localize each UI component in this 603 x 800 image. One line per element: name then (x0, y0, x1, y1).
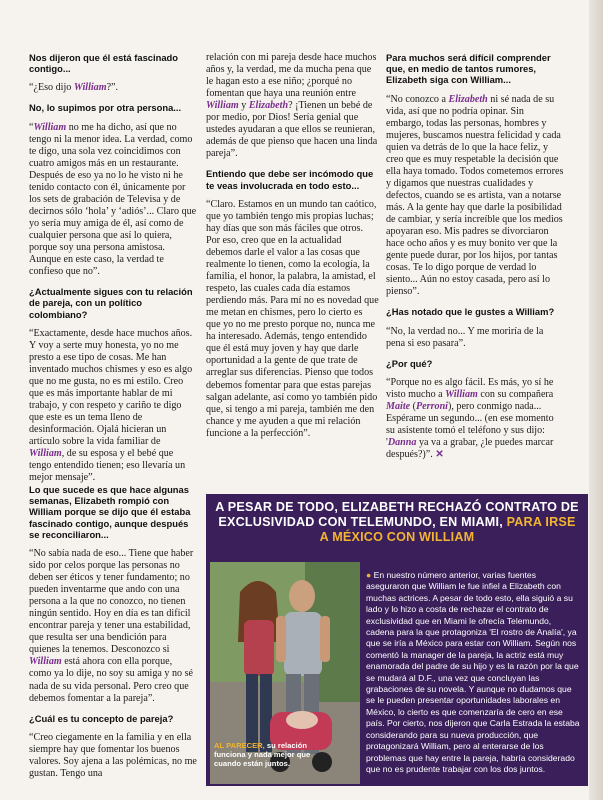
name-william: William (29, 448, 62, 460)
question-3: ¿Actualmente sigues con tu relación de pareja, con un político colombiano? (29, 286, 193, 320)
answer-4-text: “No sabía nada de eso... Tiene que haber sido por celos porque las personas no deben ser éticos y tener fundamento; no pueden inventarme que ando con una persona a la que no conozco, no tienen ningún sentido. Hoy en día es tan difícil encontrar pareja y tener una estabilidad, que resulta ser una bendición para quienes la tenemos. Desconozco si (29, 548, 194, 656)
question-1: Nos dijeron que él está fascinado contigo... (29, 52, 178, 75)
answer-6: “Claro. Estamos en un mundo tan caótico, que yo también tengo mis propias luchas; hay días que son más fáciles que otros. Por eso, creo que en la actualidad debemos darle el valor a las cosas que realmente lo tienen, como la ecología, la familia, el honor, la palabra, la amistad, el respeto, las cuales cada día estamos perdiendo más. Para mí no es novedad que me metan en chismes, pero lo cierto es que yo no me presto porque no, nunca me ha interesado. Además, tengo entendido que él está muy joven y hay que darle oportunidad a la gente de que trate de arreglar sus diferencias. Pienso que todos debemos fomentar para que estas parejas salgan adelante, así como yo también pido que, si tengo a mi pareja, también me den chance y me ayuden a que mi relación funcione a la perfección”. (206, 198, 379, 439)
caption-text: su relación funciona y nada mejor que cuando están juntos. (214, 741, 311, 768)
answer-9 (386, 377, 564, 461)
name-william: William (33, 121, 67, 133)
answer-9-text: ), pero conmigo nada... Espérame un segundo... (en ese momento su asistente tomó el teléfono y sus dijo: ' (386, 401, 554, 449)
answer-2-text: no me ha dicho, así que no tengo ni la menor idea. La verdad, como te digo, una sola vez coincidimos con cuatro amigos más en un restaurante. Después de eso ya no lo he visto ni he tenido contacto con él, únicamente por los sets de grabación de Televisa y de decirnos sólo ‘hola’ y ‘adiós’... Claro que yo sería muy amiga de él, así como de cualquier persona que así lo quiera, porque soy una persona amistosa. Aunque en este caso, la verdad te confieso que no”. (29, 121, 197, 278)
caption-lead: AL PARECER, (214, 741, 265, 750)
name-elizabeth: Elizabeth (448, 93, 488, 105)
answer-9-text: “Porque no es algo fácil. Es más, yo sí he visto mucho a (386, 376, 554, 400)
name-william: William (29, 656, 62, 668)
name-maite: Maite (386, 401, 411, 412)
column-1 (29, 52, 197, 492)
answer-2 (29, 122, 197, 279)
question-2: No, lo supimos por otra persona... (29, 102, 182, 114)
answer-7-end: ni sé nada de su vida, así que no podría opinar. Sin embargo, todas las personas, hombres y mujeres, buscamos nuestra felicidad y cada quien va detrás de lo que la hace feliz, y creo que es muy respetable la decisión que ella haya tomado. Todos cometemos errores y digamos que nuestras cualidades y defectos, cuando se es artista, van a notarse más. A la gente hay que darle la posibilidad de cambiar, y sería increíble que los medios apoyaran eso. Mis padres se divorciaron hace ocho años y es muy bonito ver que la gente puede durar, por los hijos, por tantas cosas. Te lo digo porque de verdad lo siento... Aún no estoy casada, pero así lo pienso”. (386, 93, 564, 298)
sidebar-headline (214, 500, 580, 545)
paragraph-text: relación con mi pareja desde hace muchos años y, la verdad, me da mucha pena que le hagan esto a ese niño; ¿porqué no fomentan que haya una reunión entre (206, 52, 377, 100)
answer-8: “No, la verdad no... Y me moriría de la pena si eso pasara”. (386, 325, 544, 349)
question-6: Entiendo que debe ser incómodo que te veas involucrada en todo esto... (206, 168, 374, 191)
headline-text: A PESAR DE TODO, ELIZABETH RECHAZÓ CONTRATO DE EXCLUSIVIDAD CON TELEMUNDO, EN MIAMI, (215, 500, 579, 529)
answer-3-text: “Exactamente, desde hace muchos años. Y voy a serte muy honesta, yo no me presto a ese tipo de cosas. Me han inventado muchos chismes y eso es algo que no me gusta, no es mi estilo. Creo que es más importante hablar de mi trabajo, y con respeto y cariño te digo que este es un tema lleno de desinformación. Ojalá hicieran un artículo sobre la vida familiar de (29, 327, 193, 448)
name-william: William (73, 82, 107, 94)
end-mark-icon: ✕ (432, 449, 444, 461)
question-4: Lo que sucede es que hace algunas semanas, Elizabeth rompió con William porque se dijo que él estaba fascinado contigo, aunque después se reconciliaron... (29, 484, 191, 540)
paragraph-continued (206, 52, 379, 160)
paren-open: ( (410, 401, 417, 412)
answer-9-text: con su compañera (477, 388, 554, 400)
photo-caption (214, 742, 312, 768)
column-2 (206, 52, 379, 448)
headline-highlight: PARA IRSE A MÉXICO CON WILLIAM (319, 515, 576, 544)
paragraph-end: ? ¡Tienen un bebé de por medio, por Dios! Sería genial que ustedes ayudaran a que ellos se reunieran, además de que pienso que hacen una linda pareja”. (206, 100, 378, 160)
answer-3-end: , de su esposa y el bebé que tengo entendido tienen; eso llevaría un mejor mensaje”. (29, 448, 186, 484)
answer-5: “Creo ciegamente en la familia y en ella siempre hay que fomentar los buenos valores. Soy ajena a las polémicas, no me gustan. Tengo una (29, 731, 197, 779)
sidebar-body (366, 570, 580, 775)
answer-7 (386, 94, 564, 299)
answer-3 (29, 328, 197, 485)
bullet-icon: ● (366, 570, 374, 580)
answer-1-end: ?”. (106, 82, 119, 94)
answer-1-text: “¿Eso dijo (29, 82, 74, 94)
answer-9-end: ya va a grabar, ¿le puedes marcar después?)”. (386, 437, 554, 461)
sidebar-body-text: En nuestro número anterior, varias fuentes aseguraron que William le fue infiel a Elizabeth con muchas actrices. A pesar de todo esto, ella siguió a su lado y lo hizo a costa de rechazar el contrato de exclusividad que en Miami le ofrecía Telemundo, cadena para la que protagoniza 'El rostro de Analía', ya que se iría a México para estar con William. Según nos comentó la manager de la pareja, la actriz está muy enamorada del padre de su hijo y es la razón por la que se mudará al D.F., una vez que concluyan las grabaciones de su novela. Y aunque no dudamos que se le pueden presentar oportunidades laborales en México, lo cierto es que comenzaría de cero en ese país. Por cierto, nos dijeron que Carla Estrada la estaba considerando para su nueva producción, que protagonizará William, pero al enterarse de los problemas que hay entre la pareja, habría considerado que no es prudente trabajar con los dos juntos. (366, 570, 580, 774)
question-9: ¿Por qué? (386, 357, 433, 369)
answer-4-end: está ahora con ella porque, como ya lo dije, no soy su amiga y no sé nada de su vida personal. Pero creo que debemos fomentar a la pareja”. (29, 656, 193, 704)
page-edge (589, 0, 603, 800)
name-william: William (206, 100, 239, 112)
question-8: ¿Has notado que le gustes a William? (386, 306, 555, 318)
name-danna: Danna (387, 437, 417, 449)
answer-1 (29, 82, 197, 94)
question-7: Para muchos será difícil comprender que, en medio de tantos rumores, Elizabeth siga con William... (386, 52, 551, 86)
question-5: ¿Cuál es tu concepto de pareja? (29, 712, 174, 724)
column-3 (386, 52, 564, 469)
column-1-lower (29, 484, 197, 788)
connector-text: y (238, 100, 249, 112)
name-perroni: Perroni (416, 401, 448, 412)
answer-4 (29, 548, 197, 705)
answer-7-text: “No conozco a (386, 93, 449, 105)
name-elizabeth: Elizabeth (248, 100, 289, 112)
name-william: William (445, 388, 478, 400)
answer-2-quote: “ (29, 121, 34, 133)
